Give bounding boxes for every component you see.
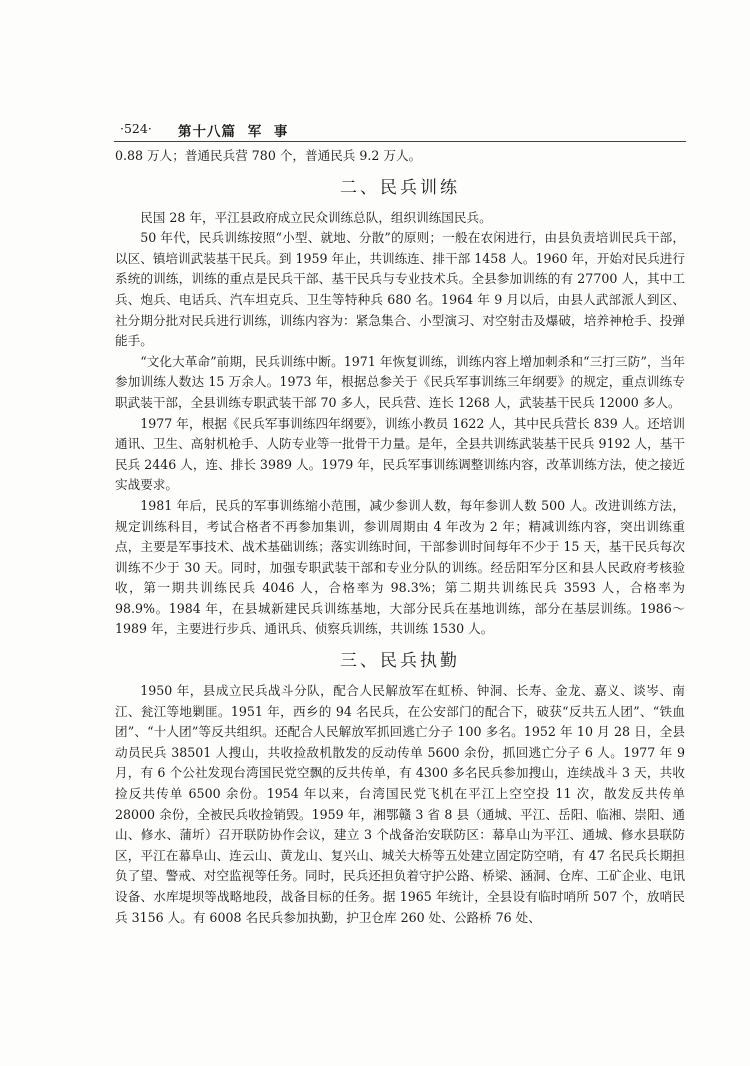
section-heading: 二、民兵训练 (340, 177, 460, 198)
section-heading: 三、民兵执勤 (340, 651, 460, 672)
paragraph: 1981 年后，民兵的军事训练缩小范围，减少参训人数，每年参训人数 500 人。改进训练方法，规定训练科目，考试合格者不再参加集训，参训周期由 4 年改为 2 年；精减训练内容，突出训练重点，主要是军事技术、战术基础训练；落实训练时间，干部参训时间每年不少于 15 天，基干民兵每次训练不少于 30 天。同时，加强专职武装干部和专业分队的训练。经岳阳军分区和县人民政府考核验收，第一期共训练民兵 4046 人，合格率为 98.3%；第二期共训练民兵 3593 人，合格率为 98.9%。1984 年，在县城新建民兵训练基地，大部分民兵在基地训练，部分在基层训练。1986～1989 年，主要进行步兵、通讯兵、侦察兵训练，共训练 1530 人。 (115, 497, 685, 637)
paragraph: “文化大革命”前期，民兵训练中断。1971 年恢复训练，训练内容上增加刺杀和“三打三防”，当年参加训练人数达 15 万余人。1973 年，根据总参关于《民兵军事训练三年纲要》的规定，重点训练专职武装干部，全县训练专职武装干部 70 多人，民兵营、连长 1268 人，武装基干民兵 12000 多人。 (115, 353, 685, 410)
page-header (112, 118, 684, 140)
paragraph: 50 年代，民兵训练按照“小型、就地、分散”的原则；一般在农闲进行，由县负责培训民兵干部，以区、镇培训武装基干民兵。到 1959 年止，共训练连、排干部 1458 人。1960 年，开始对民兵进行系统的训练，训练的重点是民兵干部、基干民兵与专业技术兵。全县参加训练的有 27700 人，其中工兵、炮兵、电话兵、汽车坦克兵、卫生等特种兵 680 名。1964 年 9 月以后，由县人武部派人到区、社分期分批对民兵进行训练，训练内容为：紧急集合、小型演习、对空射击及爆破，培养神枪手、投弹能手。 (115, 230, 685, 349)
section-militia-training (115, 174, 685, 640)
page-body (115, 146, 685, 928)
paragraph: 民国 28 年，平江县政府成立民众训练总队，组织训练国民兵。 (140, 209, 492, 225)
header-rule (114, 141, 686, 142)
lead-paragraph: 0.88 万人；普通民兵营 780 个，普通民兵 9.2 万人。 (115, 148, 422, 163)
chapter-title: 第十八篇 军 事 (178, 124, 289, 140)
paragraph: 1950 年，县成立民兵战斗分队，配合人民解放军在虹桥、钟洞、长寿、金龙、嘉义、谈岑、南江、瓮江等地剿匪。1951 年，西乡的 94 名民兵，在公安部门的配合下，破获“反共五人团”、“铁血团”、“十人团”等反共组织。还配合人民解放军抓回逃亡分子 100 多名。1952 年 10 月 28 日，全县动员民兵 38501 人搜山，共收捡敌机散发的反动传单 5600 余份，抓回逃亡分子 6 人。1977 年 9 月，有 6 个公社发现台湾国民党空飘的反共传单，有 4300 多名民兵参加搜山，连续战斗 3 天，共收捡反共传单 6500 余份。1954 年以来，台湾国民党飞机在平江上空空投 11 次，散发反共传单 28000 余份，全被民兵收捡销毁。1959 年，湘鄂赣 3 省 8 县（通城、平江、岳阳、临湘、崇阳、通山、修水、蒲圻）召开联防协作会议，建立 3 个战备治安联防区：幕阜山为平江、通城、修水县联防区，平江在幕阜山、连云山、黄龙山、复兴山、城关大桥等五处建立固定防空哨，有 47 名民兵长期担负了望、警戒、对空监视等任务。同时，民兵还担负着守护公路、桥梁、涵洞、仓库、工矿企业、电讯设备、水库堤坝等战略地段，战备目标的任务。据 1965 年统计，全县设有临时哨所 507 个，放哨民兵 3156 人。有 6008 名民兵参加执勤，护卫仓库 260 处、公路桥 76 处、 (115, 683, 685, 925)
page-number: ·524· (120, 121, 152, 136)
section-militia-duty (115, 647, 685, 928)
paragraph: 1977 年，根据《民兵军事训练四年纲要》，训练小教员 1622 人，其中民兵营长 839 人。还培训通讯、卫生、高射机枪手、人防专业等一批骨干力量。是年，全县共训练武装基干民兵 9192 人，基干民兵 2446 人，连、排长 3989 人。1979 年，民兵军事训练调整训练内容，改革训练方法，使之接近实战要求。 (115, 415, 685, 493)
